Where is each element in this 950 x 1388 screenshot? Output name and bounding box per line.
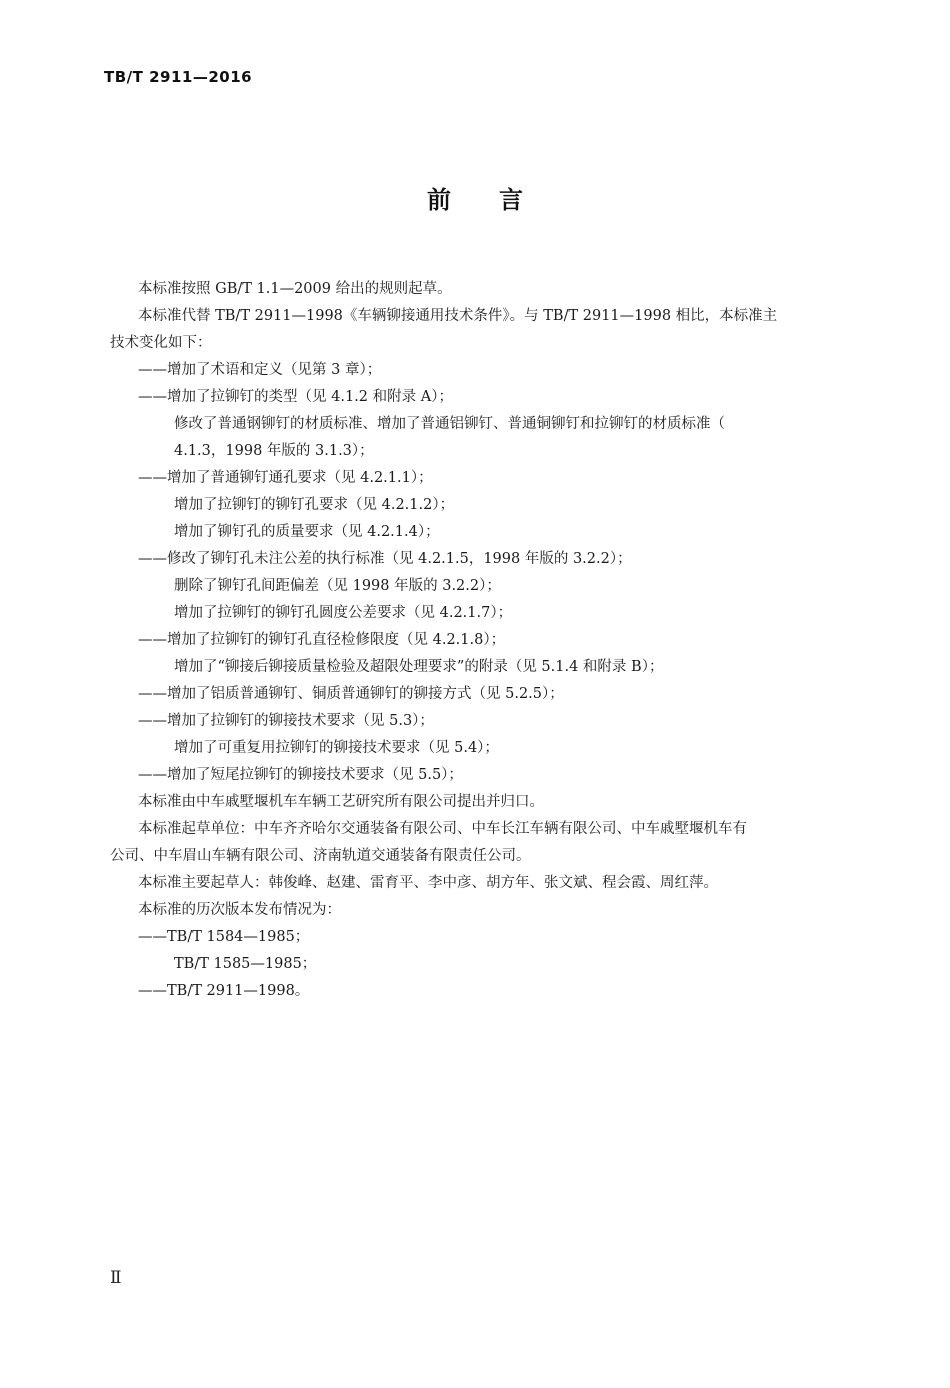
change-item: ——增加了拉铆钉的铆钉孔直径检修限度（见 4.2.1.8）； [138, 632, 506, 648]
paragraph-drafting-units-cont: 公司、中车眉山车辆有限公司、济南轨道交通装备有限责任公司。 [110, 848, 531, 864]
change-subitem: 增加了铆钉孔的质量要求（见 4.2.1.4）； [174, 524, 440, 540]
standard-code-header: TB/T 2911—2016 [104, 68, 253, 86]
change-item: ——增加了术语和定义（见第 3 章）； [138, 362, 382, 378]
change-subitem: 修改了普通钢铆钉的材质标准、增加了普通铝铆钉、普通铜铆钉和拉铆钉的材质标准（ [174, 416, 725, 432]
change-subitem: 增加了“铆接后铆接质量检验及超限处理要求”的附录（见 5.1.4 和附录 B）； [174, 659, 664, 675]
paragraph-drafting-units: 本标准起草单位：中车齐齐哈尔交通装备有限公司、中车长江车辆有限公司、中车戚墅堰机车有 [138, 821, 747, 837]
paragraph-replaces: 本标准代替 TB/T 2911—1998《车辆铆接通用技术条件》。与 TB/T 2911—1998 相比，本标准主 [138, 308, 778, 324]
change-subitem: 增加了拉铆钉的铆钉孔要求（见 4.2.1.2）； [174, 497, 455, 513]
paragraph-history: 本标准的历次版本发布情况为： [138, 902, 341, 918]
change-item: ——增加了短尾拉铆钉的铆接技术要求（见 5.5）； [138, 767, 463, 783]
page-title: 前言 [427, 186, 571, 214]
paragraph-proposer: 本标准由中车戚墅堰机车车辆工艺研究所有限公司提出并归口。 [138, 794, 544, 810]
history-item: ——TB/T 1584—1985； [138, 929, 310, 945]
change-item: ——增加了拉铆钉的类型（见 4.1.2 和附录 A）； [138, 389, 453, 405]
page-number: Ⅱ [110, 1268, 122, 1288]
paragraph-drafters: 本标准主要起草人：韩俊峰、赵建、雷育平、李中彦、胡方年、张文斌、程会霞、周红萍。 [138, 875, 718, 891]
history-item: ——TB/T 2911—1998。 [138, 983, 310, 999]
history-subitem: TB/T 1585—1985； [174, 956, 317, 972]
change-subitem: 增加了拉铆钉的铆钉孔圆度公差要求（见 4.2.1.7）； [174, 605, 513, 621]
change-item: ——增加了拉铆钉的铆接技术要求（见 5.3）； [138, 713, 434, 729]
foreword-body [110, 276, 858, 1005]
change-item: ——增加了铝质普通铆钉、铜质普通铆钉的铆接方式（见 5.2.5）； [138, 686, 564, 702]
change-item: ——修改了铆钉孔未注公差的执行标准（见 4.2.1.5，1998 年版的 3.2.2）； [138, 551, 632, 567]
change-item: ——增加了普通铆钉通孔要求（见 4.2.1.1）； [138, 470, 433, 486]
change-subitem-cont: 4.1.3，1998 年版的 3.1.3）； [174, 443, 374, 459]
paragraph-replaces-cont: 技术变化如下： [110, 335, 212, 351]
change-subitem: 增加了可重复用拉铆钉的铆接技术要求（见 5.4）； [174, 740, 499, 756]
change-subitem: 删除了铆钉孔间距偏差（见 1998 年版的 3.2.2）； [174, 578, 501, 594]
paragraph-drafting-rules: 本标准按照 GB/T 1.1—2009 给出的规则起草。 [138, 281, 452, 297]
